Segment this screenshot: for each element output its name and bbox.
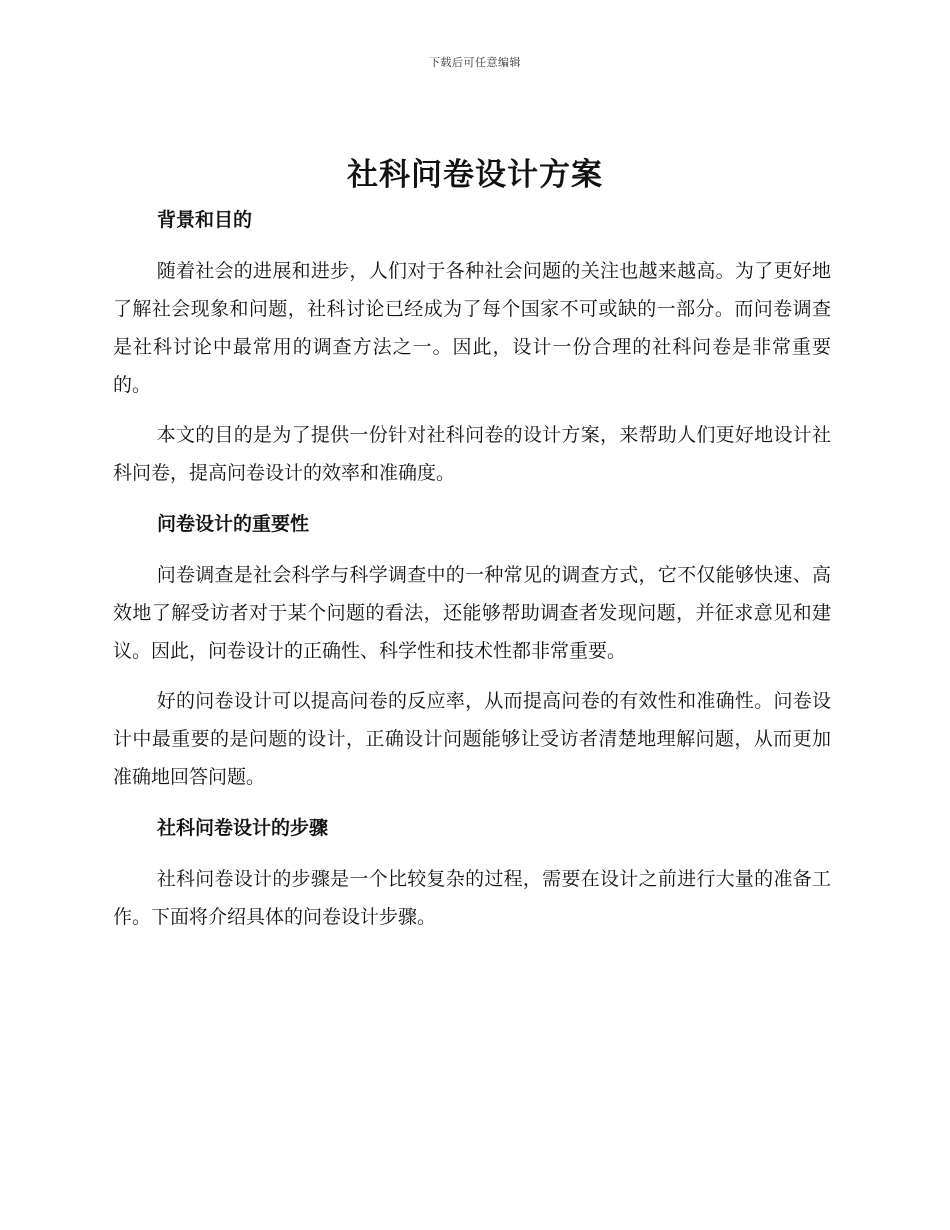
body-paragraph: 好的问卷设计可以提高问卷的反应率，从而提高问卷的有效性和准确性。问卷设计中最重要的是问题的设计，正确设计问题能够让受访者清楚地理解问题，从而更加准确地回答问题。 <box>113 690 831 788</box>
section-background-and-purpose <box>113 203 831 492</box>
body-paragraph: 社科问卷设计的步骤是一个比较复杂的过程，需要在设计之前进行大量的准备工作。下面将介绍具体的问卷设计步骤。 <box>113 868 831 928</box>
page-header-note: 下载后可任意编辑 <box>429 56 521 69</box>
section-importance <box>113 507 831 796</box>
body-paragraph: 随着社会的进展和进步，人们对于各种社会问题的关注也越来越高。为了更好地了解社会现象和问题，社科讨论已经成为了每个国家不可或缺的一部分。而问卷调查是社科讨论中最常用的调查方法之一。因此，设计一份合理的社科问卷是非常重要的。 <box>113 260 831 396</box>
section-heading: 背景和目的 <box>157 209 253 231</box>
body-paragraph: 问卷调查是社会科学与科学调查中的一种常见的调查方式，它不仅能够快速、高效地了解受访者对于某个问题的看法，还能够帮助调查者发现问题，并征求意见和建议。因此，问卷设计的正确性、科学性和技术性都非常重要。 <box>113 564 831 662</box>
section-heading: 问卷设计的重要性 <box>157 513 310 535</box>
body-paragraph: 本文的目的是为了提供一份针对社科问卷的设计方案，来帮助人们更好地设计社科问卷，提高问卷设计的效率和准确度。 <box>113 424 831 484</box>
document-body <box>113 203 831 948</box>
section-design-steps <box>113 811 831 936</box>
section-heading: 社科问卷设计的步骤 <box>157 817 329 839</box>
document-title: 社科问卷设计方案 <box>347 157 603 193</box>
